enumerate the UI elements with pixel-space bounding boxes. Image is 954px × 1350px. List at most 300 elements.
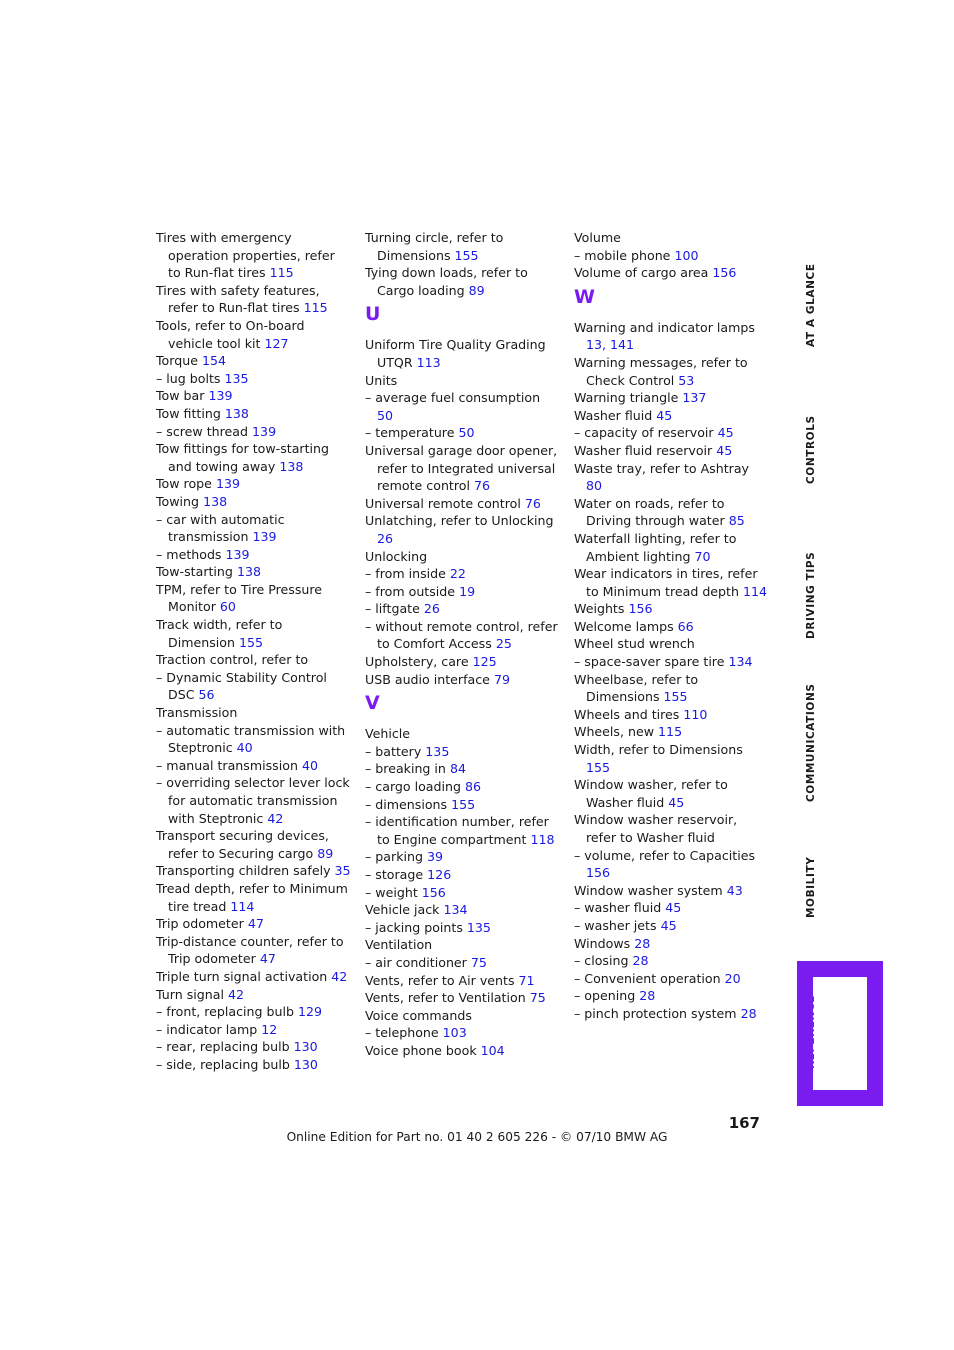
entry-text: Windows bbox=[574, 935, 631, 951]
page-link[interactable]: 156 bbox=[628, 601, 653, 617]
entry-text: Warning messages, refer to Check Control bbox=[574, 354, 748, 388]
index-entry bbox=[156, 370, 351, 388]
index-entry bbox=[365, 1007, 560, 1025]
entry-list bbox=[365, 336, 560, 688]
index-entry bbox=[365, 901, 560, 919]
entry-text: – car with automatic transmission bbox=[156, 511, 285, 545]
index-entry bbox=[574, 495, 769, 530]
page-link[interactable]: 139 bbox=[215, 476, 240, 492]
index-entry bbox=[156, 915, 351, 933]
index-entry bbox=[365, 495, 560, 513]
index-entry bbox=[574, 970, 769, 988]
entry-list bbox=[156, 229, 351, 1074]
entry-text: Triple turn signal activation bbox=[156, 968, 328, 984]
entry-text: Ventilation bbox=[365, 937, 433, 953]
entry-text: – battery bbox=[365, 743, 422, 759]
entry-text: – volume, refer to Capacities bbox=[574, 847, 756, 863]
entry-text: Tow fittings for tow-starting and towing away bbox=[156, 441, 330, 474]
entry-text: – storage bbox=[365, 867, 424, 882]
page-link[interactable]: 104 bbox=[480, 1042, 505, 1058]
page-link[interactable]: 45 bbox=[656, 407, 673, 423]
entry-text: Warning triangle bbox=[574, 390, 679, 406]
page-link[interactable]: 20 bbox=[724, 970, 741, 986]
page-link[interactable]: 130 bbox=[293, 1056, 318, 1072]
page-link[interactable]: 66 bbox=[677, 618, 694, 634]
page-link[interactable]: 56 bbox=[198, 687, 215, 703]
entry-text: – rear, replacing bulb bbox=[156, 1039, 290, 1055]
entry-text: Turning circle, refer to Dimensions bbox=[365, 230, 504, 263]
page-link[interactable]: 76 bbox=[473, 478, 491, 494]
entry-text: – air conditioner bbox=[365, 954, 467, 970]
entry-text: Wear indicators in tires, refer to Minimum tread depth bbox=[574, 566, 758, 599]
page-link[interactable]: 25 bbox=[495, 636, 512, 652]
page-link[interactable]: 75 bbox=[470, 954, 487, 970]
page-link[interactable]: 100 bbox=[674, 247, 699, 263]
page-link[interactable]: 156 bbox=[421, 884, 446, 900]
index-entry bbox=[365, 725, 560, 743]
entry-text: TPM, refer to Tire Pressure Monitor bbox=[156, 581, 323, 615]
index-entry bbox=[365, 372, 560, 390]
entry-text: – without remote control, refer to Comfort Access bbox=[365, 618, 558, 652]
entry-text: Tow fitting bbox=[156, 405, 221, 421]
entry-text: Wheelbase, refer to Dimensions bbox=[574, 671, 699, 705]
index-entry bbox=[574, 917, 769, 935]
entry-text: Volume bbox=[574, 230, 621, 245]
entry-text: Volume of cargo area bbox=[574, 265, 709, 281]
entry-text: – temperature bbox=[365, 425, 455, 441]
entry-text: Voice phone book bbox=[365, 1042, 477, 1058]
page-link[interactable]: 155 bbox=[663, 689, 688, 705]
entry-text: Window washer reservoir, refer to Washer fluid bbox=[574, 812, 738, 845]
index-entry bbox=[156, 423, 351, 441]
entry-text: Window washer system bbox=[574, 882, 723, 898]
tab-controls[interactable]: CONTROLS bbox=[805, 415, 817, 485]
entry-text: Tools, refer to On-board vehicle tool kit bbox=[156, 317, 305, 351]
index-entry bbox=[574, 1005, 769, 1023]
page-link[interactable]: 28 bbox=[639, 988, 656, 1004]
index-entry bbox=[574, 847, 769, 882]
index-entry bbox=[156, 862, 351, 880]
index-entry bbox=[365, 336, 560, 371]
page-link[interactable]: 13, 141 bbox=[586, 337, 635, 353]
entry-text: – breaking in bbox=[365, 761, 446, 777]
page-link[interactable]: 84 bbox=[449, 761, 466, 777]
index-entry bbox=[574, 530, 769, 565]
page-link[interactable]: 135 bbox=[425, 743, 450, 759]
page-link[interactable]: 47 bbox=[259, 951, 276, 967]
page-link[interactable]: 71 bbox=[518, 972, 535, 988]
page-number: 167 bbox=[728, 1114, 760, 1132]
entry-text: Vents, refer to Air vents bbox=[365, 972, 515, 988]
page-link[interactable]: 115 bbox=[303, 300, 328, 316]
page-link[interactable]: 155 bbox=[238, 634, 264, 650]
page-link[interactable]: 139 bbox=[225, 546, 250, 562]
index-entry bbox=[365, 229, 560, 264]
page-link[interactable]: 139 bbox=[252, 423, 277, 439]
index-entry bbox=[574, 935, 769, 953]
index-entry bbox=[365, 565, 560, 583]
index-entry bbox=[156, 546, 351, 564]
index-entry bbox=[365, 1024, 560, 1042]
entry-text: – telephone bbox=[365, 1025, 439, 1041]
page-link[interactable]: 60 bbox=[219, 599, 236, 615]
entry-text: Wheels and tires bbox=[574, 706, 680, 722]
page-link[interactable]: 75 bbox=[529, 990, 546, 1006]
page-link[interactable]: 43 bbox=[726, 882, 743, 898]
index-entry bbox=[365, 548, 560, 566]
entry-list bbox=[574, 319, 769, 1023]
index-entry bbox=[156, 827, 351, 862]
tab-reference[interactable]: REFERENCE bbox=[805, 995, 817, 1070]
entry-text: Warning and indicator lamps bbox=[574, 319, 755, 335]
entry-text: – liftgate bbox=[365, 601, 420, 617]
tab-driving-tips[interactable]: DRIVING TIPS bbox=[805, 551, 817, 640]
index-entry bbox=[574, 229, 769, 247]
index-entry bbox=[156, 475, 351, 493]
page-link[interactable]: 42 bbox=[227, 986, 245, 1002]
entry-text: Tires with emergency operation properties, refer to Run-flat tires bbox=[156, 230, 335, 281]
index-entry bbox=[574, 776, 769, 811]
entry-text: Universal remote control bbox=[365, 495, 521, 511]
page-link[interactable]: 115 bbox=[269, 265, 294, 281]
index-entry bbox=[156, 317, 351, 352]
page-link[interactable]: 86 bbox=[465, 779, 482, 795]
entry-text: Welcome lamps bbox=[574, 618, 674, 634]
page-link[interactable]: 110 bbox=[683, 706, 708, 722]
index-entry bbox=[156, 880, 351, 915]
index-entry bbox=[365, 583, 560, 601]
page-link[interactable]: 45 bbox=[668, 794, 685, 810]
entry-text: Washer fluid reservoir bbox=[574, 442, 713, 458]
section-letter-u: U bbox=[365, 303, 381, 326]
index-entry bbox=[365, 671, 560, 689]
page-link[interactable]: 45 bbox=[665, 900, 682, 916]
page-link[interactable]: 127 bbox=[264, 335, 289, 351]
page-link[interactable]: 45 bbox=[716, 442, 733, 458]
index-entry bbox=[365, 1042, 560, 1060]
entry-text: – overriding selector lever lock for automatic transmission with Steptronic bbox=[156, 775, 350, 826]
index-entry bbox=[574, 565, 769, 600]
page-link[interactable]: 155 bbox=[454, 247, 479, 263]
page-link[interactable]: 28 bbox=[740, 1005, 757, 1021]
entry-text: – identification number, refer to Engine compartment bbox=[365, 814, 549, 847]
page-link[interactable]: 89 bbox=[317, 845, 334, 861]
page-link[interactable]: 154 bbox=[201, 353, 226, 369]
index-entry bbox=[574, 600, 769, 618]
index-entry bbox=[574, 723, 769, 741]
entry-text: Width, refer to Dimensions bbox=[574, 742, 743, 758]
index-entry bbox=[574, 741, 769, 776]
entry-text: – front, replacing bulb bbox=[156, 1004, 294, 1020]
page-link[interactable]: 42 bbox=[267, 810, 284, 826]
index-entry bbox=[574, 671, 769, 706]
index-entry bbox=[365, 848, 560, 866]
entry-text: – dimensions bbox=[365, 796, 448, 812]
index-entry bbox=[365, 796, 560, 814]
index-entry bbox=[365, 866, 560, 884]
index-entry bbox=[574, 987, 769, 1005]
index-entry bbox=[574, 899, 769, 917]
entry-text: – from outside bbox=[365, 583, 456, 599]
entry-text: – Dynamic Stability Control DSC bbox=[156, 669, 327, 703]
index-entry bbox=[365, 760, 560, 778]
entry-text: Tread depth, refer to Minimum tire tread bbox=[156, 880, 348, 914]
entry-text: Weights bbox=[574, 601, 625, 617]
page-link[interactable]: 53 bbox=[678, 372, 695, 388]
entry-text: Window washer, refer to Washer fluid bbox=[574, 777, 728, 810]
entry-text: Tow rope bbox=[156, 476, 212, 492]
entry-text: Tow bar bbox=[156, 388, 205, 404]
entry-text: – mobile phone bbox=[574, 247, 671, 263]
index-column-1 bbox=[156, 229, 351, 1074]
page-link[interactable]: 114 bbox=[230, 898, 255, 914]
entry-text: Traction control, refer to bbox=[156, 652, 309, 668]
entry-list bbox=[365, 725, 560, 1059]
entry-text: Torque bbox=[156, 353, 198, 369]
index-entry bbox=[365, 600, 560, 618]
entry-text: – lug bolts bbox=[156, 370, 221, 386]
index-entry bbox=[156, 405, 351, 423]
index-entry bbox=[574, 811, 769, 846]
index-entry bbox=[156, 440, 351, 475]
entry-text: – screw thread bbox=[156, 423, 249, 439]
index-entry bbox=[365, 743, 560, 761]
page-link[interactable]: 89 bbox=[468, 282, 485, 298]
index-column-3 bbox=[574, 229, 769, 1023]
section-letter-v: V bbox=[365, 692, 380, 715]
index-entry bbox=[156, 704, 351, 722]
index-entry bbox=[156, 1056, 351, 1074]
page-link[interactable]: 22 bbox=[449, 566, 466, 582]
page-link[interactable]: 76 bbox=[524, 495, 541, 511]
entry-text: Tow-starting bbox=[156, 564, 233, 580]
tab-at-a-glance[interactable]: AT A GLANCE bbox=[805, 263, 817, 348]
page-link[interactable]: 26 bbox=[423, 601, 440, 617]
entry-text: Water on roads, refer to Driving through water bbox=[574, 495, 725, 529]
index-entry bbox=[365, 442, 560, 495]
index-entry bbox=[365, 954, 560, 972]
index-entry bbox=[574, 319, 769, 354]
index-entry bbox=[156, 986, 351, 1004]
entry-text: Washer fluid bbox=[574, 407, 653, 423]
page-link[interactable]: 28 bbox=[632, 953, 649, 969]
entry-text: – capacity of reservoir bbox=[574, 425, 714, 441]
entry-text: Transport securing devices, refer to Securing cargo bbox=[156, 828, 329, 861]
entry-text: Vehicle bbox=[365, 726, 411, 742]
index-entry bbox=[365, 618, 560, 653]
page-link[interactable]: 138 bbox=[236, 564, 261, 580]
entry-text: – manual transmission bbox=[156, 757, 298, 773]
page-link[interactable]: 138 bbox=[279, 458, 304, 474]
index-entry bbox=[365, 424, 560, 442]
index-entry bbox=[365, 989, 560, 1007]
index-entry bbox=[156, 651, 351, 669]
entry-text: – methods bbox=[156, 546, 222, 562]
index-entry bbox=[574, 247, 769, 265]
index-entry bbox=[156, 616, 351, 651]
entry-text: Uniform Tire Quality Grading UTQR bbox=[365, 337, 546, 370]
page-link[interactable]: 156 bbox=[712, 265, 737, 281]
entry-text: Towing bbox=[156, 493, 200, 509]
page-link[interactable]: 135 bbox=[224, 370, 249, 386]
index-entry bbox=[574, 407, 769, 425]
page-link[interactable]: 47 bbox=[247, 916, 264, 932]
index-entry bbox=[574, 618, 769, 636]
page-link[interactable]: 40 bbox=[236, 740, 253, 756]
index-entry bbox=[365, 813, 560, 848]
index-entry bbox=[156, 774, 351, 827]
index-entry bbox=[365, 972, 560, 990]
index-column-2 bbox=[365, 229, 560, 1060]
tab-communications[interactable]: COMMUNICATIONS bbox=[805, 683, 817, 802]
index-entry bbox=[574, 354, 769, 389]
index-entry bbox=[156, 352, 351, 370]
index-entry bbox=[156, 933, 351, 968]
index-entry bbox=[574, 442, 769, 460]
entry-text: – space-saver spare tire bbox=[574, 654, 725, 670]
index-entry bbox=[574, 653, 769, 671]
entry-text: Wheel stud wrench bbox=[574, 636, 695, 652]
entry-text: Unlatching, refer to Unlocking bbox=[365, 513, 554, 529]
page-link[interactable]: 26 bbox=[377, 530, 394, 546]
index-entry bbox=[156, 282, 351, 317]
index-entry bbox=[156, 229, 351, 282]
entry-text: Vehicle jack bbox=[365, 902, 440, 918]
entry-text: Wheels, new bbox=[574, 724, 655, 740]
index-entry bbox=[365, 264, 560, 299]
page-link[interactable]: 80 bbox=[586, 478, 603, 494]
index-entry bbox=[365, 936, 560, 954]
page-link[interactable]: 19 bbox=[459, 583, 476, 599]
page-link[interactable]: 70 bbox=[694, 548, 711, 564]
entry-text: Track width, refer to Dimension bbox=[156, 617, 283, 650]
page-link[interactable]: 134 bbox=[443, 902, 468, 918]
index-entry bbox=[365, 778, 560, 796]
page-link[interactable]: 50 bbox=[458, 425, 475, 441]
page-link[interactable]: 50 bbox=[377, 407, 394, 423]
entry-text: Trip odometer bbox=[156, 916, 244, 932]
entry-text: Waste tray, refer to Ashtray bbox=[574, 460, 750, 476]
entry-list bbox=[365, 229, 560, 299]
page-link[interactable]: 42 bbox=[331, 968, 348, 984]
page-link[interactable]: 155 bbox=[586, 759, 611, 775]
entry-text: Turn signal bbox=[156, 986, 224, 1002]
index-entry bbox=[365, 653, 560, 671]
entry-text: – jacking points bbox=[365, 919, 463, 935]
entry-text: – opening bbox=[574, 988, 636, 1004]
page-link[interactable]: 45 bbox=[717, 425, 734, 441]
entry-text: Trip-distance counter, refer to Trip odometer bbox=[156, 933, 344, 967]
page-link[interactable]: 138 bbox=[224, 405, 249, 421]
index-entry bbox=[365, 389, 560, 424]
index-entry bbox=[156, 563, 351, 581]
section-letter-w: W bbox=[574, 285, 595, 308]
entry-text: Transporting children safely bbox=[156, 863, 331, 879]
page-link[interactable]: 138 bbox=[203, 493, 228, 509]
index-entry bbox=[365, 884, 560, 902]
page-link[interactable]: 40 bbox=[301, 757, 318, 773]
tab-mobility[interactable]: MOBILITY bbox=[805, 856, 817, 919]
entry-text: – washer fluid bbox=[574, 900, 662, 916]
page-link[interactable]: 114 bbox=[743, 583, 768, 599]
entry-text: – Convenient operation bbox=[574, 970, 721, 986]
entry-text: – parking bbox=[365, 849, 423, 865]
page-link[interactable]: 139 bbox=[208, 388, 233, 404]
entry-text: Vents, refer to Ventilation bbox=[365, 990, 526, 1006]
footer: Online Edition for Part no. 01 40 2 605 226 - © 07/10 BMW AG bbox=[286, 1130, 668, 1144]
index-entry bbox=[574, 264, 769, 282]
entry-text: – cargo loading bbox=[365, 779, 461, 795]
page-link[interactable]: 139 bbox=[252, 529, 277, 545]
page-link[interactable]: 118 bbox=[530, 831, 555, 847]
index-entry bbox=[156, 493, 351, 511]
index-entry bbox=[156, 1021, 351, 1039]
entry-text: – weight bbox=[365, 884, 418, 900]
entry-text: Tires with safety features, refer to Run-flat tires bbox=[156, 282, 320, 316]
entry-text: Units bbox=[365, 372, 398, 388]
index-entry bbox=[365, 512, 560, 547]
entry-text: Unlocking bbox=[365, 548, 428, 564]
entry-text: – pinch protection system bbox=[574, 1005, 737, 1021]
index-entry bbox=[365, 919, 560, 937]
page-link[interactable]: 129 bbox=[298, 1004, 323, 1020]
page-link[interactable]: 137 bbox=[682, 390, 707, 406]
page-link[interactable]: 79 bbox=[493, 671, 510, 687]
page-link[interactable]: 39 bbox=[426, 849, 444, 865]
index-entry bbox=[156, 387, 351, 405]
page-link[interactable]: 12 bbox=[261, 1021, 278, 1037]
index-entry bbox=[574, 460, 769, 495]
page-link[interactable]: 126 bbox=[427, 867, 452, 882]
index-entry bbox=[156, 968, 351, 986]
index-entry bbox=[156, 1003, 351, 1021]
entry-text: Waterfall lighting, refer to Ambient lighting bbox=[574, 530, 737, 564]
page-link[interactable]: 45 bbox=[660, 917, 677, 933]
index-entry bbox=[156, 581, 351, 616]
index-entry bbox=[574, 706, 769, 724]
page-link[interactable]: 156 bbox=[586, 865, 611, 881]
index-entry bbox=[574, 424, 769, 442]
entry-text: – average fuel consumption bbox=[365, 390, 541, 406]
index-entry bbox=[574, 952, 769, 970]
page-link[interactable]: 103 bbox=[442, 1025, 467, 1041]
index-entry bbox=[574, 882, 769, 900]
page-link[interactable]: 134 bbox=[728, 654, 753, 670]
entry-list bbox=[574, 229, 769, 282]
index-entry bbox=[156, 757, 351, 775]
page-link[interactable]: 35 bbox=[334, 863, 351, 879]
entry-text: Transmission bbox=[156, 705, 238, 721]
index-entry bbox=[156, 1038, 351, 1056]
index-entry bbox=[574, 635, 769, 653]
entry-text: – washer jets bbox=[574, 917, 657, 933]
page-link[interactable]: 125 bbox=[472, 654, 497, 670]
entry-text: – side, replacing bulb bbox=[156, 1056, 290, 1072]
index-entry bbox=[574, 389, 769, 407]
entry-text: Upholstery, care bbox=[365, 654, 469, 670]
page-link[interactable]: 135 bbox=[466, 919, 491, 935]
index-entry bbox=[156, 511, 351, 546]
page-link[interactable]: 115 bbox=[658, 724, 683, 740]
entry-text: Tying down loads, refer to Cargo loading bbox=[365, 265, 528, 298]
page-link[interactable]: 130 bbox=[293, 1039, 318, 1055]
page-link[interactable]: 155 bbox=[451, 796, 476, 812]
entry-text: – indicator lamp bbox=[156, 1021, 258, 1037]
page-link[interactable]: 85 bbox=[728, 513, 745, 529]
entry-text: – closing bbox=[574, 953, 629, 969]
page-link[interactable]: 113 bbox=[416, 354, 441, 370]
page-link[interactable]: 28 bbox=[634, 935, 651, 951]
